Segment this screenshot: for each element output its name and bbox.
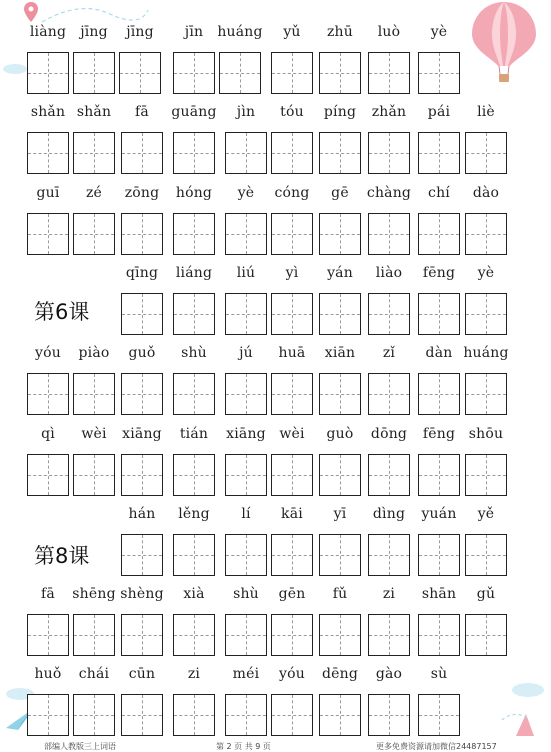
writing-box[interactable]: [319, 373, 361, 415]
writing-box[interactable]: [319, 52, 361, 94]
pinyin-label: qì: [41, 426, 55, 442]
writing-box[interactable]: [225, 534, 267, 576]
pinyin-label: hóng: [175, 185, 213, 201]
writing-box[interactable]: [418, 213, 460, 255]
pinyin-label: wèi: [81, 426, 107, 442]
writing-box[interactable]: [121, 293, 163, 335]
pinyin-label: liào: [375, 265, 403, 281]
pinyin-label: jīn: [184, 24, 204, 40]
pinyin-label: yǔ: [283, 24, 301, 40]
writing-box[interactable]: [225, 454, 267, 496]
pinyin-label: pái: [427, 104, 451, 120]
pinyin-label: fā: [135, 104, 149, 120]
writing-box[interactable]: [418, 454, 460, 496]
writing-box[interactable]: [173, 694, 215, 736]
pinyin-label: shù: [233, 586, 259, 602]
writing-box[interactable]: [121, 694, 163, 736]
pinyin-label: piào: [78, 345, 110, 361]
pinyin-label: yóu: [279, 666, 305, 682]
writing-box[interactable]: [225, 694, 267, 736]
dashed-flight-path: [40, 4, 150, 26]
writing-box[interactable]: [225, 373, 267, 415]
writing-box[interactable]: [271, 614, 313, 656]
writing-box[interactable]: [368, 52, 410, 94]
pinyin-label: fēng: [422, 426, 456, 442]
footer-promo: 更多免费资源请加微信24487157: [376, 742, 497, 751]
writing-box[interactable]: [319, 132, 361, 174]
writing-box[interactable]: [271, 213, 313, 255]
pinyin-label: guò: [326, 426, 354, 442]
pinyin-label: xià: [183, 586, 205, 602]
pinyin-label: jīng: [126, 24, 154, 40]
pinyin-label: zōng: [124, 185, 160, 201]
writing-box[interactable]: [319, 534, 361, 576]
pinyin-label: xiāng: [122, 426, 162, 442]
pinyin-label: fēng: [422, 265, 456, 281]
pinyin-label: shǎn: [76, 104, 112, 120]
writing-box[interactable]: [225, 213, 267, 255]
writing-box[interactable]: [173, 373, 215, 415]
pinyin-label: shèng: [120, 586, 164, 602]
writing-box[interactable]: [271, 132, 313, 174]
writing-box[interactable]: [465, 373, 507, 415]
pinyin-label: tián: [179, 426, 209, 442]
lesson-label-8: 第8课: [34, 544, 90, 568]
pinyin-label: hán: [128, 506, 156, 522]
writing-box[interactable]: [368, 132, 410, 174]
writing-box[interactable]: [319, 694, 361, 736]
writing-box[interactable]: [465, 132, 507, 174]
grid-row: [0, 26, 551, 106]
pinyin-label: yě: [477, 506, 495, 522]
pinyin-label: gē: [331, 185, 349, 201]
writing-box[interactable]: [173, 132, 215, 174]
pinyin-label: jīng: [80, 24, 108, 40]
writing-box[interactable]: [173, 534, 215, 576]
writing-box[interactable]: [368, 213, 410, 255]
writing-box[interactable]: [73, 373, 115, 415]
writing-box[interactable]: [73, 132, 115, 174]
pinyin-label: xiān: [324, 345, 356, 361]
pinyin-label: luò: [377, 24, 401, 40]
writing-box[interactable]: [319, 454, 361, 496]
pinyin-label: guāng: [171, 104, 217, 120]
writing-box[interactable]: [368, 694, 410, 736]
writing-box[interactable]: [173, 213, 215, 255]
writing-box[interactable]: [465, 213, 507, 255]
writing-box[interactable]: [225, 614, 267, 656]
writing-box[interactable]: [27, 614, 69, 656]
pinyin-label: shù: [181, 345, 207, 361]
writing-box[interactable]: [368, 454, 410, 496]
writing-box[interactable]: [271, 454, 313, 496]
pinyin-label: zǐ: [382, 345, 396, 361]
writing-box[interactable]: [465, 293, 507, 335]
pinyin-label: cūn: [128, 666, 156, 682]
pinyin-label: shēng: [72, 586, 116, 602]
writing-box[interactable]: [465, 534, 507, 576]
grid-row: [0, 668, 551, 748]
writing-box[interactable]: [121, 614, 163, 656]
pinyin-label: gǔ: [476, 586, 496, 602]
grid-row: [0, 187, 551, 267]
pinyin-label: cóng: [274, 185, 310, 201]
pinyin-label: fǔ: [332, 586, 348, 602]
writing-box[interactable]: [418, 52, 460, 94]
grid-row: [0, 428, 551, 508]
writing-box[interactable]: [219, 52, 261, 94]
writing-box[interactable]: [119, 52, 161, 94]
pinyin-label: kāi: [281, 506, 303, 522]
writing-box[interactable]: [73, 52, 115, 94]
writing-box[interactable]: [73, 694, 115, 736]
writing-box[interactable]: [271, 373, 313, 415]
pinyin-label: guī: [36, 185, 60, 201]
grid-row: [0, 347, 551, 427]
pinyin-label: zhǎn: [371, 104, 407, 120]
writing-box[interactable]: [173, 293, 215, 335]
writing-box[interactable]: [121, 454, 163, 496]
pinyin-label: jú: [239, 345, 253, 361]
writing-box[interactable]: [27, 694, 69, 736]
footer-title: 部编人教版三上词语: [44, 742, 116, 751]
writing-box[interactable]: [465, 454, 507, 496]
pinyin-label: dàn: [425, 345, 453, 361]
writing-box[interactable]: [271, 52, 313, 94]
pinyin-label: xiāng: [226, 426, 266, 442]
pinyin-label: huáng: [217, 24, 263, 40]
pinyin-label: liú: [236, 265, 256, 281]
pinyin-label: fā: [41, 586, 55, 602]
writing-box[interactable]: [368, 293, 410, 335]
pinyin-label: zé: [85, 185, 103, 201]
pinyin-label: dào: [472, 185, 500, 201]
pinyin-label: gēn: [278, 586, 306, 602]
writing-box[interactable]: [368, 614, 410, 656]
pinyin-label: píng: [323, 104, 357, 120]
writing-box[interactable]: [73, 213, 115, 255]
pinyin-label: yè: [477, 265, 495, 281]
pinyin-label: chái: [78, 666, 110, 682]
writing-box[interactable]: [173, 614, 215, 656]
pinyin-label: yī: [333, 506, 347, 522]
pinyin-label: yuán: [421, 506, 457, 522]
pinyin-label: yè: [237, 185, 255, 201]
writing-box[interactable]: [173, 454, 215, 496]
writing-box[interactable]: [418, 132, 460, 174]
pinyin-label: liè: [477, 104, 495, 120]
writing-box[interactable]: [121, 534, 163, 576]
pinyin-label: huǒ: [34, 666, 62, 682]
writing-box[interactable]: [271, 293, 313, 335]
writing-box[interactable]: [225, 132, 267, 174]
writing-box[interactable]: [27, 132, 69, 174]
writing-box[interactable]: [368, 373, 410, 415]
writing-box[interactable]: [319, 614, 361, 656]
pinyin-label: huā: [278, 345, 306, 361]
pinyin-label: zi: [187, 666, 201, 682]
pinyin-label: yè: [430, 24, 448, 40]
pinyin-label: shǎn: [30, 104, 66, 120]
writing-box[interactable]: [465, 614, 507, 656]
pinyin-label: méi: [232, 666, 260, 682]
writing-box[interactable]: [225, 293, 267, 335]
pinyin-label: zhū: [326, 24, 353, 40]
pinyin-label: chàng: [366, 185, 412, 201]
writing-box[interactable]: [121, 373, 163, 415]
pinyin-label: qīng: [125, 265, 159, 281]
writing-box[interactable]: [121, 213, 163, 255]
pinyin-label: gào: [375, 666, 403, 682]
writing-box[interactable]: [418, 293, 460, 335]
grid-row: [0, 106, 551, 186]
pinyin-label: jìn: [236, 104, 256, 120]
pinyin-label: shōu: [468, 426, 504, 442]
writing-box[interactable]: [73, 454, 115, 496]
writing-box[interactable]: [27, 52, 69, 94]
writing-box[interactable]: [368, 534, 410, 576]
pinyin-label: guǒ: [128, 345, 156, 361]
writing-box[interactable]: [121, 132, 163, 174]
writing-box[interactable]: [27, 373, 69, 415]
pinyin-label: liáng: [175, 265, 213, 281]
pinyin-label: tóu: [280, 104, 304, 120]
writing-box[interactable]: [418, 534, 460, 576]
writing-box[interactable]: [319, 293, 361, 335]
writing-box[interactable]: [27, 454, 69, 496]
writing-box[interactable]: [418, 614, 460, 656]
writing-box[interactable]: [418, 373, 460, 415]
grid-row: [0, 267, 551, 347]
pinyin-label: shān: [421, 586, 457, 602]
pinyin-label: wèi: [279, 426, 305, 442]
pinyin-label: lí: [241, 506, 251, 522]
pinyin-label: yán: [327, 265, 353, 281]
pinyin-label: sù: [430, 666, 448, 682]
pinyin-label: yì: [285, 265, 299, 281]
lesson-label-6: 第6课: [34, 300, 90, 324]
pinyin-label: huáng: [463, 345, 509, 361]
pinyin-label: dēng: [321, 666, 359, 682]
writing-box[interactable]: [173, 52, 215, 94]
footer-page-number: 第 2 页 共 9 页: [216, 742, 271, 751]
pinyin-label: zi: [382, 586, 396, 602]
writing-box[interactable]: [73, 614, 115, 656]
pinyin-label: yóu: [35, 345, 61, 361]
writing-box[interactable]: [27, 213, 69, 255]
pinyin-label: lěng: [178, 506, 210, 522]
writing-box[interactable]: [271, 534, 313, 576]
writing-box[interactable]: [319, 213, 361, 255]
grid-row: [0, 588, 551, 668]
grid-row: [0, 508, 551, 588]
pinyin-label: liàng: [29, 24, 67, 40]
pinyin-label: dìng: [372, 506, 406, 522]
pinyin-label: chí: [428, 185, 450, 201]
location-pin-icon: [24, 2, 38, 22]
writing-box[interactable]: [271, 694, 313, 736]
writing-box[interactable]: [418, 694, 460, 736]
pinyin-label: dōng: [370, 426, 408, 442]
